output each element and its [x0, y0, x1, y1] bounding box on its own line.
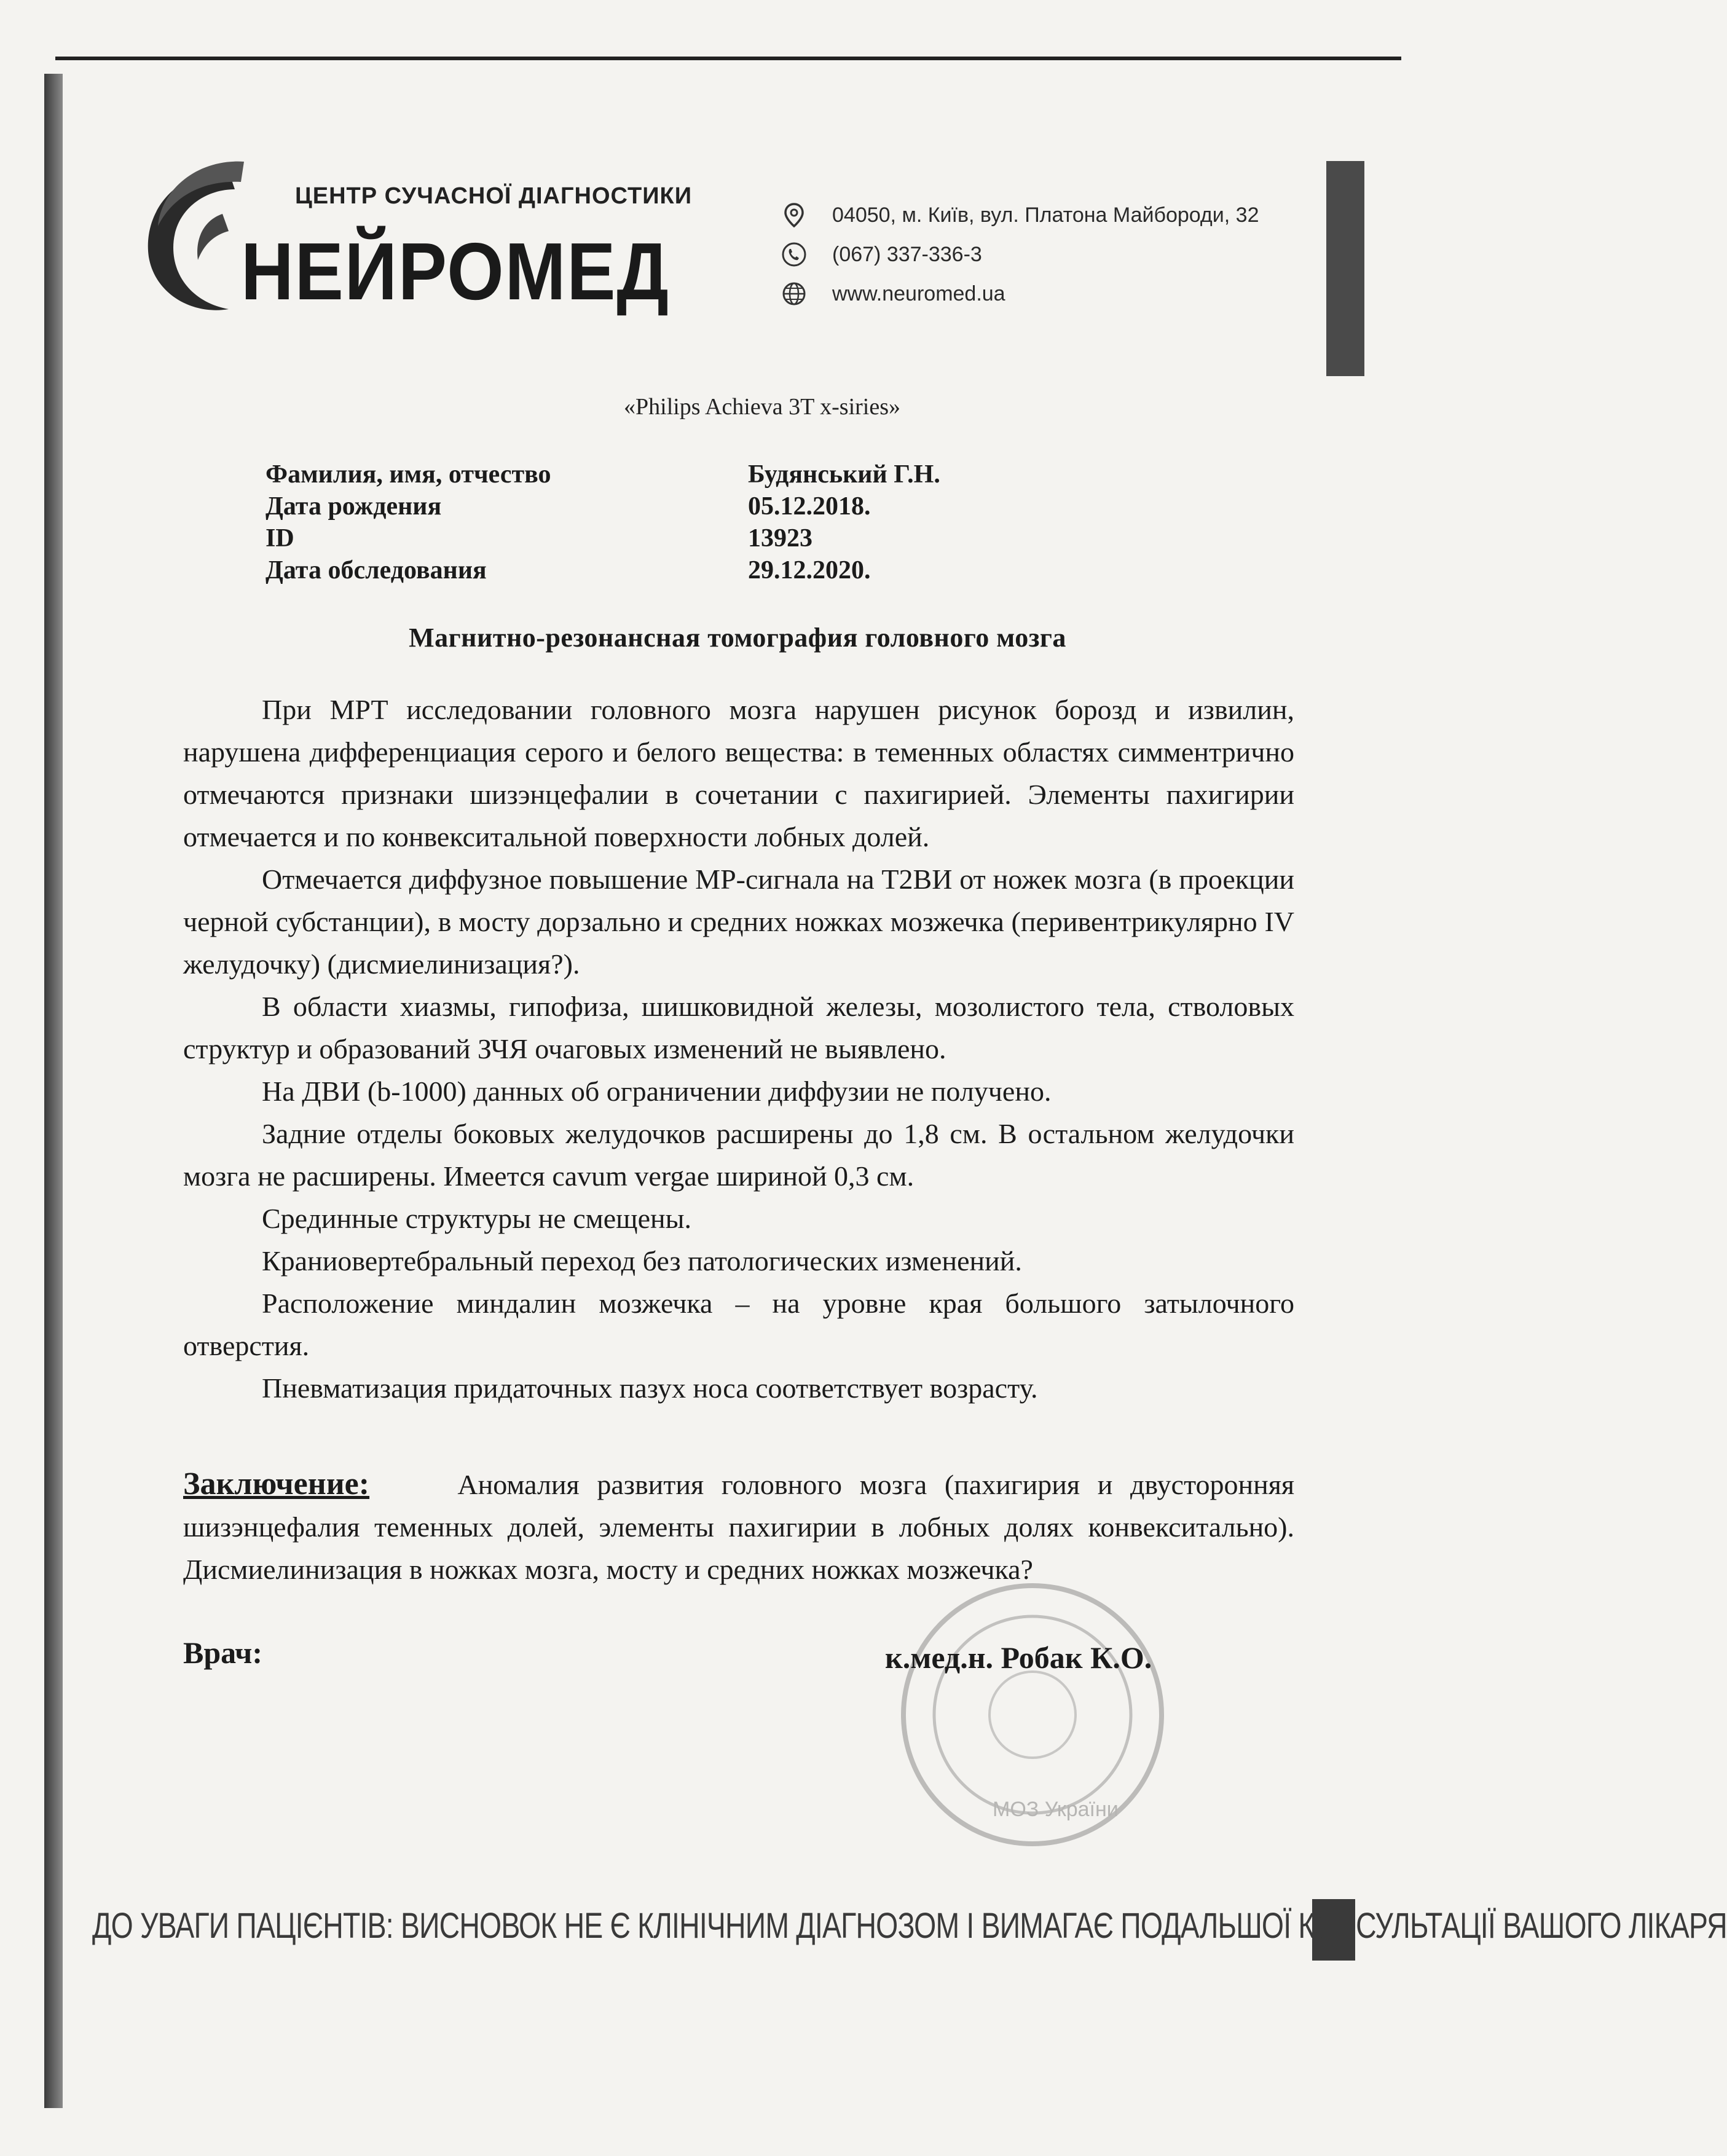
clinic-phone: (067) 337-336-3: [832, 242, 982, 266]
report-title: Магнитно-резонансная томография головного мозга: [409, 623, 1066, 653]
globe-icon: [781, 280, 808, 307]
left-scan-bar: [44, 74, 63, 2108]
address-row: [781, 195, 1334, 235]
finding-paragraph: Краниовертебральный переход без патологических изменений.: [262, 1245, 1022, 1277]
device-name: «Philips Achieva 3T x-siries»: [624, 394, 900, 420]
finding-paragraph: Пневматизация придаточных пазух носа соответствует возрасту.: [262, 1372, 1038, 1404]
findings-section: [183, 688, 1294, 1409]
conclusion-text: Аномалия развития головного мозга (пахигирия и двусторонняя шизэнцефалия теменных долей, элементы пахигирии в лобных долях конвекситально). Дисмиелинизация в ножках мозга, мосту и средних ножках мозжечка?: [183, 1469, 1295, 1585]
patient-id-label: ID: [266, 524, 294, 553]
clinic-name: НЕЙРОМЕД: [241, 226, 670, 317]
finding-paragraph: Отмечается диффузное повышение МР-сигнала на Т2ВИ от ножек мозга (в проекции черной субстанции), в мосту дорзально и средних ножках мозжечка (перивентрикулярно IV желудочку) (дисмиелинизация?).: [183, 864, 1294, 980]
doctor-label: Врач:: [183, 1635, 263, 1670]
phone-icon: [781, 241, 808, 268]
patient-dob-value: 05.12.2018.: [748, 492, 871, 521]
finding-paragraph: При МРТ исследовании головного мозга нарушен рисунок борозд и извилин, нарушена дифференциация серого и белого вещества: в теменных областях симментрично отмечаются признаки шизэнцефалии в сочетании с пахигирией. Элементы пахигирии отмечается и по конвекситальной поверхности лобных долей.: [183, 694, 1294, 852]
exam-date-label: Дата обследования: [266, 556, 487, 584]
doctor-stamp: [891, 1573, 1174, 1856]
patient-name-value: Будянський Г.Н.: [748, 460, 940, 489]
finding-paragraph: В области хиазмы, гипофиза, шишковидной железы, мозолистого тела, стволовых структур и образований ЗЧЯ очаговых изменений не выявлено.: [183, 991, 1294, 1064]
doctor-signature: к.мед.н. Робак К.О.: [885, 1640, 1152, 1675]
patient-name-label: Фамилия, имя, отчество: [266, 460, 551, 489]
finding-paragraph: Срединные структуры не смещены.: [262, 1203, 692, 1234]
phone-row: [781, 235, 1334, 274]
clinic-subtitle: ЦЕНТР СУЧАСНОЇ ДІАГНОСТИКИ: [295, 183, 693, 209]
patient-id-value: 13923: [748, 524, 812, 553]
conclusion-label: Заключение:: [183, 1466, 370, 1501]
clinic-logo: [136, 146, 693, 325]
clinic-address: 04050, м. Київ, вул. Платона Майбороди, 32: [832, 203, 1259, 227]
website-row: [781, 274, 1334, 313]
top-rule: [55, 57, 1401, 60]
exam-date-value: 29.12.2020.: [748, 556, 871, 584]
clinic-website: www.neuromed.ua: [832, 281, 1005, 305]
footer-disclaimer: ДО УВАГИ ПАЦІЄНТІВ: ВИСНОВОК НЕ Є КЛІНІЧНИМ ДІАГНОЗОМ І ВИМАГАЄ ПОДАЛЬШОЇ КОНСУЛЬТАЦІЇ ВАШОГО ЛІКАРЯ: [92, 1906, 1727, 1946]
conclusion-section: [183, 1463, 1294, 1591]
conclusion-spacer: [387, 1469, 440, 1500]
finding-paragraph: Расположение миндалин мозжечка – на уровне края большого затылочного отверстия.: [183, 1288, 1294, 1361]
clinic-contacts: [781, 195, 1334, 313]
patient-dob-label: Дата рождения: [266, 492, 442, 521]
finding-paragraph: На ДВИ (b-1000) данных об ограничении диффузии не получено.: [262, 1076, 1052, 1107]
finding-paragraph: Задние отделы боковых желудочков расширены до 1,8 см. В остальном желудочки мозга не расширены. Имеется cavum vergae шириной 0,3 см.: [183, 1118, 1294, 1192]
stamp-text: МОЗ України: [993, 1798, 1119, 1821]
location-pin-icon: [781, 202, 808, 229]
